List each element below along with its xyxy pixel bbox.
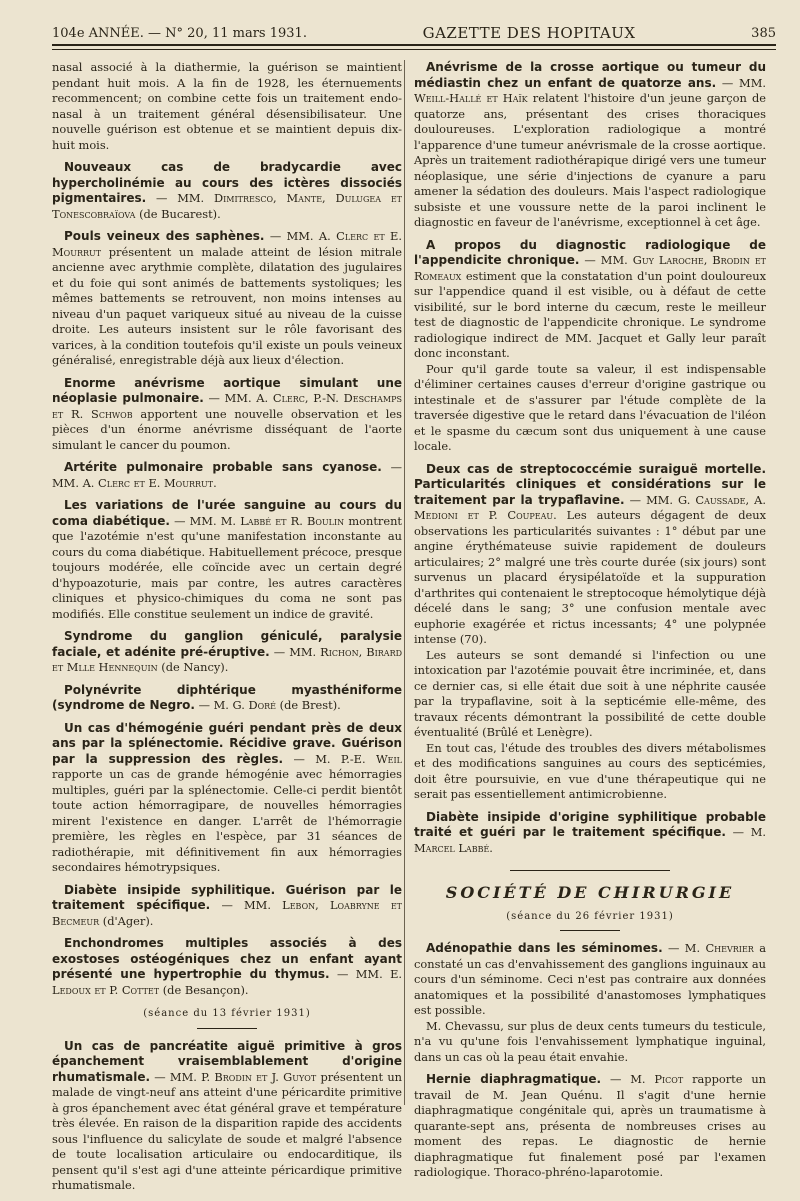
article-paragraph xyxy=(414,1072,766,1181)
right-articles xyxy=(414,60,766,856)
article-paragraph xyxy=(52,936,402,998)
article xyxy=(414,60,766,231)
article-title: Diabète insipide d'origine syphilitique probable traité et guéri par le traitement spécifique. xyxy=(414,809,766,839)
article-paragraph xyxy=(52,883,402,930)
society-heading: SOCIÉTÉ DE CHIRURGIE xyxy=(445,883,735,902)
article-paragraph xyxy=(52,1039,402,1194)
article-authors: — MM. A. Clerc et E. Mourrut xyxy=(52,229,402,259)
article-title: Hernie diaphragmatique. xyxy=(426,1072,602,1086)
article xyxy=(52,721,402,876)
section-rule xyxy=(510,870,670,871)
article-authors: — M. P.-E. Weil xyxy=(293,751,402,766)
article-paragraph xyxy=(414,941,766,1019)
article xyxy=(414,941,766,1065)
session-heading-2: (séance du 26 février 1931) xyxy=(506,910,674,922)
article-authors: — M. Picot xyxy=(609,1072,684,1086)
article-title: Anévrisme de la crosse aortique ou tumeur du médiastin chez un enfant de quatorze ans. xyxy=(414,60,766,90)
article-authors: — MM. Dimitresco, Mante, Dulugea et Tonescobraïova xyxy=(52,191,402,221)
article-authors: — M. G. Doré xyxy=(198,698,276,712)
article-text: relatent l'histoire d'un jeune garçon de quatorze ans, présentant des crises thoraciques douloureuses. L'exploration radiologique a montré l'apparence d'une tumeur anévrismale de la crosse aortique. Après un traitement radiothérapique dirigé vers une tumeur néoplasique, une série d'injections de cyanure a paru amener la sédation des douleurs. Mais l'aspect radiologique subsiste et une voussure nette de la paroi inclinent le diagnostic en faveur de l'anévrisme, exceptionnel à cet âge. xyxy=(414,91,767,229)
article-text: (de Besançon). xyxy=(162,982,249,997)
article xyxy=(52,160,402,222)
article xyxy=(52,229,402,369)
article-paragraph: M. Chevassu, sur plus de deux cents tumeurs du testicule, n'a vu qu'une fois l'envahissement lymphatique inguinal, dans un cas où la peau était envahie. xyxy=(414,1018,766,1064)
article xyxy=(52,60,402,153)
article-title: Un cas de pancréatite aiguë primitive à gros épanchement vraisemblablement d'origine rhumatismale. xyxy=(52,1038,402,1084)
article-title: Polynévrite diphtérique myasthéniforme (syndrome de Negro. xyxy=(52,682,402,712)
article-paragraph xyxy=(414,810,766,857)
article-authors: — MM. Weill-Hallé et Haïk xyxy=(414,75,766,105)
article-paragraph xyxy=(414,60,766,231)
article xyxy=(52,936,402,998)
article-title: Adénopathie dans les séminomes. xyxy=(426,941,663,955)
article xyxy=(52,460,402,491)
header-rule-thin xyxy=(52,49,776,50)
article xyxy=(52,1039,402,1194)
article xyxy=(414,1072,766,1181)
article-text: (de Bucarest). xyxy=(139,206,221,221)
article-text: rapporte un travail de M. Jean Quénu. Il s'agit d'une hernie diaphragmatique congénitale qui, après un traumatisme à quarante-sept ans, présenta de nombreuses crises au moment des repas. Le diagnostic de hernie diaphragmatique fut finalement posé par l'examen radiologique. Thoraco-phréno-laparotomie. xyxy=(414,1072,767,1179)
article-title: Les variations de l'urée sanguine au cours du coma diabétique. xyxy=(52,498,402,528)
article-paragraph: nasal associé à la diathermie, la guérison se maintient pendant huit mois. A la fin de 1928, les éternuements recommencent; on combine cette fois un traitement endo-nasal à un traitement général désensibilisateur. Une nouvelle guérison est obtenue et se maintient depuis dix-huit mois. xyxy=(52,60,402,152)
article-text: (de Brest). xyxy=(279,698,341,712)
article-title: Artérite pulmonaire probable sans cyanose. xyxy=(64,460,382,474)
article xyxy=(414,810,766,857)
article-title: Nouveaux cas de bradycardie avec hypercholinémie au cours des ictères dissociés pigmentaires. xyxy=(52,160,402,205)
article-title: Enorme anévrisme aortique simulant une néoplasie pulmonaire. xyxy=(52,375,402,405)
article xyxy=(414,238,766,455)
article-title: Un cas d'hémogénie guéri pendant près de deux ans par la splénectomie. Récidive grave. Guérison par la suppression des règles. xyxy=(52,720,402,766)
article-paragraph xyxy=(52,376,402,454)
article-title: Enchondromes multiples associés à des exostoses ostéogéniques chez un enfant ayant présenté une hypertrophie du thymus. xyxy=(52,936,402,981)
article-paragraph xyxy=(52,683,402,714)
issue-line: 104e ANNÉE. — N° 20, 11 mars 1931. xyxy=(52,25,307,41)
session-rule-2 xyxy=(560,930,620,931)
article xyxy=(52,629,402,676)
article-authors: — MM. Lebon, Loabryne et Becmeur xyxy=(52,898,402,928)
article-text: apportent une nouvelle observation et les pièces d'un énorme anévrisme disséquant de l'aorte simulant le cancer du poumon. xyxy=(52,406,402,452)
article-title: A propos du diagnostic radiologique de l'appendicite chronique. xyxy=(414,237,766,267)
article-text: estiment que la constatation d'un point douloureux sur l'appendice quand il est visible, ou à défaut de cette visibilité, sur le bord interne du cæcum, reste le meilleur test de diagnostic de l'appendicite chronique. Le syndrome radiologique indirect de MM. Jacquet et Gally leur paraît donc inconstant. xyxy=(414,268,766,360)
article xyxy=(52,498,402,622)
column-divider xyxy=(404,60,405,1105)
article-text: rapporte un cas de grande hémogénie avec hémorragies multiples, guéri par la splénectomie. Celle-ci perdit bientôt toute action hémorragipare, de nouvelles hémorragies mirent l'existence en danger. L'arrêt de l'hémorragie première, les règles en l'espèce, par 31 séances de radiothérapie, mit définitivement fin aux hémorragies secondaires hémotrypsiques. xyxy=(52,767,402,874)
article xyxy=(52,376,402,454)
article-authors: — MM. G. Caussade, A. Medioni et P. Coupeau. xyxy=(414,492,766,522)
left-column xyxy=(52,60,402,1201)
article-authors: — MM. M. Labbé et R. Boulin xyxy=(174,513,345,528)
article-paragraph xyxy=(52,229,402,369)
article-authors: — M. Chevrier xyxy=(668,941,754,955)
session-rule xyxy=(197,1028,257,1029)
article-authors: — MM. A. Clerc et E. Mourrut. xyxy=(52,460,402,490)
article-paragraph: Les auteurs se sont demandé si l'infection ou une intoxication par l'azotémie pouvait être incriminée, et, dans ce dernier cas, si elle était due soit à une néphrite causée par la trypaflavine, soit à la septicémie elle-même, des travaux récents démontrant la possibilité de cette double éventualité (Brûlé et Lenègre). xyxy=(414,647,766,739)
article xyxy=(52,683,402,714)
article-authors: — MM. Richon, Birard et Mlle Hennequin xyxy=(52,644,403,674)
article-authors: — MM. E. Ledoux et P. Cottet xyxy=(52,967,403,997)
header-rule xyxy=(52,44,776,46)
right-articles-2 xyxy=(414,941,766,1181)
article-title: Diabète insipide syphilitique. Guérison par le traitement spécifique. xyxy=(52,882,402,912)
article xyxy=(414,462,766,803)
article xyxy=(52,883,402,930)
article-title: Syndrome du ganglion géniculé, paralysie faciale, et adénite pré-éruptive. xyxy=(52,629,402,659)
article-paragraph: Pour qu'il garde toute sa valeur, il est indispensable d'éliminer certaines causes d'erreur d'origine gastrique ou intestinale et de s'assurer par l'étude complète de la traversée digestive que le retard dans l'évacuation de l'iléon et le spasme du cæcum sont dus uniquement à une cause locale. xyxy=(414,361,766,453)
article-authors: — MM. A. Clerc, P.-N. Deschamps et R. Schwob xyxy=(52,391,402,421)
article-title: Pouls veineux des saphènes. xyxy=(64,229,265,243)
article-text: Les auteurs dégagent de deux observations les particularités suivantes : 1° début par une angine érythémateuse suivie rapidement de douleurs articulaires; 2° malgré une très courte durée (six jours) sont survenus un placard érysipélatoïde et la suppuration d'arthrites qui contenaient le streptocoque hémolytique déjà décelé dans le sang; 3° une confusion mentale avec euphorie exagérée et rictus incessants; 4° une polypnée intense (70). xyxy=(414,508,766,646)
left-articles-2 xyxy=(52,1039,402,1194)
right-column xyxy=(414,60,766,1188)
article-paragraph xyxy=(52,498,402,622)
article-paragraph xyxy=(52,629,402,676)
article-text: a constaté un cas d'envahissement des ganglions inguinaux au cours d'un séminome. Ceci n'est pas contraire aux données anatomiques et la possibilité d'anastomoses lymphatiques est possible. xyxy=(414,941,767,1017)
article-paragraph xyxy=(414,462,766,648)
article-paragraph xyxy=(52,160,402,222)
article-paragraph xyxy=(414,238,766,362)
article-authors: — M. Marcel Labbé. xyxy=(414,825,766,855)
article-text: (de Nancy). xyxy=(161,660,229,674)
article-paragraph xyxy=(52,721,402,876)
page-number: 385 xyxy=(751,25,776,41)
article-authors: — MM. P. Brodin et J. Guyot xyxy=(154,1069,317,1084)
session-heading: (séance du 13 février 1931) xyxy=(143,1008,311,1019)
left-articles xyxy=(52,60,402,998)
article-text: montrent que l'azotémie n'est qu'une manifestation inconstante au cours du coma diabétique. Habituellement précoce, presque toujours modérée, elle coïncide avec un certain degré d'hypoazoturie, mais par contre, les autres caractères cliniques et physico-chimiques du coma ne sont pas modifiés. Elle constitue seulement un indice de gravité. xyxy=(52,513,402,621)
article-text: (d'Ager). xyxy=(102,913,154,928)
article-title: Deux cas de streptococcémie suraiguë mortelle. Particularités cliniques et considérations sur le traitement par la trypaflavine. xyxy=(414,461,766,507)
article-paragraph: En tout cas, l'étude des troubles des divers métabolismes et des modifications sanguines au cours des septicémies, doit être poursuivie, en vue d'une thérapeutique qui ne serait pas essentiellement antimicrobienne. xyxy=(414,740,766,801)
article-text: présentent un malade atteint de lésion mitrale ancienne avec arythmie complète, dilatation des jugulaires et du foie qui sont animés de battements systoliques; les mêmes battements se retrouvent, non moins intenses au niveau d'un paquet variqueux situé au niveau de la cuisse droite. Les auteurs insistent sur le rôle favorisant des varices, à la condition toutefois qu'il existe un pouls veineux généralisé, enregistrable déjà aux lieux d'élection. xyxy=(52,244,402,367)
article-paragraph xyxy=(52,460,402,491)
article-text: présentent un malade de vingt-neuf ans atteint d'une péricardite primitive à gros épanchement avec état général grave et température très élevée. En raison de la disparition rapide des accidents sous l'influence du salicylate de soude et malgré l'absence de toute localisation articulaire ou endocarditique, ils pensent qu'il s'est agi d'une atteinte péricardique primitive rhumatismale. xyxy=(52,1069,402,1192)
article-authors: — MM. Guy Laroche, Brodin et Romeaux xyxy=(414,253,766,283)
journal-title: GAZETTE DES HOPITAUX xyxy=(422,24,636,42)
